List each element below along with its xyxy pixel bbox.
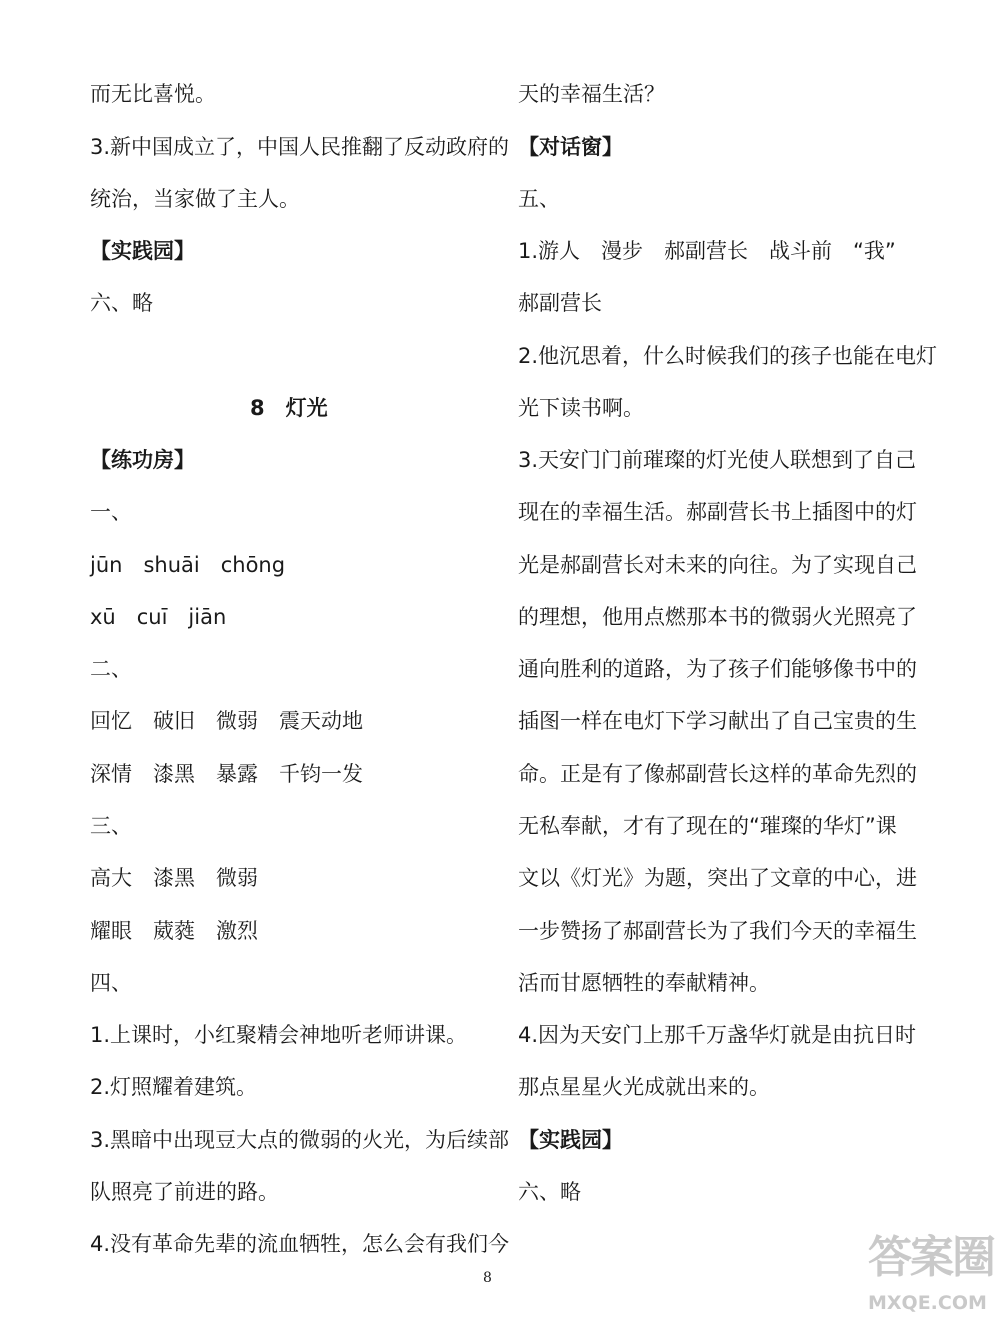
section-label-exercise: 【练功房】 xyxy=(90,448,195,472)
answer-line: 文以《灯光》为题，突出了文章的中心，进 xyxy=(518,866,917,890)
answer-line: 队照亮了前进的路。 xyxy=(90,1180,279,1204)
answer-line: 六、略 xyxy=(518,1180,581,1204)
answer-line: 光下读书啊。 xyxy=(518,396,644,420)
question-number: 三、 xyxy=(90,814,132,838)
watermark-url: MXQE.COM xyxy=(868,1292,987,1314)
answer-line: 4.因为天安门上那千万盏华灯就是由抗日时 xyxy=(518,1023,917,1047)
question-number: 一、 xyxy=(90,500,132,524)
answer-line: 2.灯照耀着建筑。 xyxy=(90,1075,258,1099)
answer-line: 耀眼 葳蕤 激烈 xyxy=(90,919,258,943)
answer-line: 1.游人 漫步 郝副营长 战斗前 “我” xyxy=(518,239,896,263)
section-label-practice: 【实践园】 xyxy=(90,239,195,263)
answer-line: 4.没有革命先辈的流血牺牲，怎么会有我们今 xyxy=(90,1232,510,1256)
section-label-dialogue: 【对话窗】 xyxy=(518,135,623,159)
answer-line: 而无比喜悦。 xyxy=(90,82,216,106)
answer-line: 通向胜利的道路，为了孩子们能够像书中的 xyxy=(518,657,917,681)
answer-line: 活而甘愿牺牲的奉献精神。 xyxy=(518,971,770,995)
answer-line: 命。正是有了像郝副营长这样的革命先烈的 xyxy=(518,762,917,786)
answer-line: 3.天安门门前璀璨的灯光使人联想到了自己 xyxy=(518,448,917,472)
question-number: 五、 xyxy=(518,187,560,211)
question-number: 二、 xyxy=(90,657,132,681)
question-number: 四、 xyxy=(90,971,132,995)
answer-line: 3.黑暗中出现豆大点的微弱的火光，为后续部 xyxy=(90,1128,510,1152)
pinyin-line: jūn shuāi chōng xyxy=(90,553,286,577)
answer-line: 2.他沉思着，什么时候我们的孩子也能在电灯 xyxy=(518,344,938,368)
answer-line: 无私奉献，才有了现在的“璀璨的华灯”课 xyxy=(518,814,897,838)
answer-line: 插图一样在电灯下学习献出了自己宝贵的生 xyxy=(518,709,917,733)
page-number: 8 xyxy=(483,1270,492,1286)
answer-line: 回忆 破旧 微弱 震天动地 xyxy=(90,709,363,733)
answer-line: 统治，当家做了主人。 xyxy=(90,187,300,211)
watermark-logo xyxy=(868,1228,993,1330)
watermark-glyphs: 答案圈 xyxy=(868,1232,994,1283)
chapter-title: 8 灯光 xyxy=(250,396,328,420)
answer-line: 一步赞扬了郝副营长为了我们今天的幸福生 xyxy=(518,919,917,943)
answer-line: 高大 漆黑 微弱 xyxy=(90,866,258,890)
section-label-practice: 【实践园】 xyxy=(518,1128,623,1152)
answer-line: 六、略 xyxy=(90,291,153,315)
answer-line: 现在的幸福生活。郝副营长书上插图中的灯 xyxy=(518,500,917,524)
pinyin-line: xū cuī jiān xyxy=(90,605,227,629)
answer-line: 光是郝副营长对未来的向往。为了实现自己 xyxy=(518,553,917,577)
answer-line: 郝副营长 xyxy=(518,291,602,315)
answer-line: 的理想，他用点燃那本书的微弱火光照亮了 xyxy=(518,605,917,629)
answer-line: 那点星星火光成就出来的。 xyxy=(518,1075,770,1099)
answer-line: 1.上课时，小红聚精会神地听老师讲课。 xyxy=(90,1023,468,1047)
answer-line: 3.新中国成立了，中国人民推翻了反动政府的 xyxy=(90,135,510,159)
answer-line: 天的幸福生活？ xyxy=(518,82,665,106)
answer-line: 深情 漆黑 暴露 千钧一发 xyxy=(90,762,363,786)
